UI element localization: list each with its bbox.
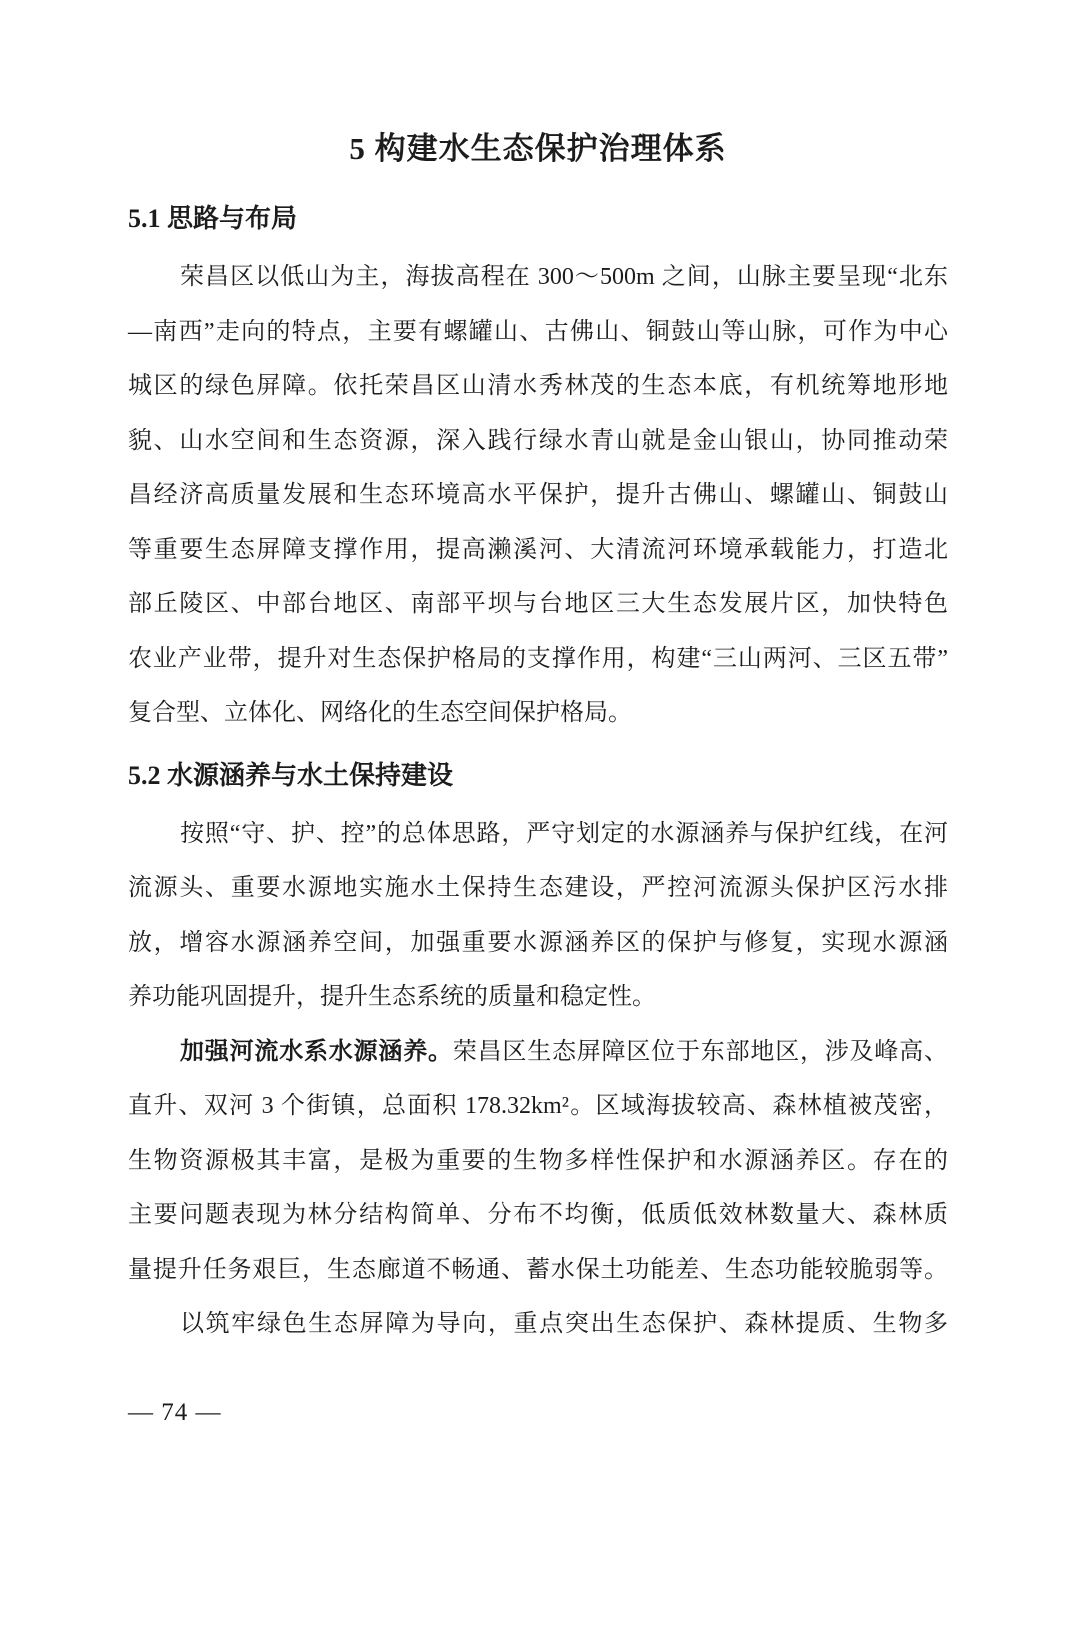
paragraph bbox=[128, 250, 948, 741]
paragraph-line: 城区的绿色屏障。依托荣昌区山清水秀林茂的生态本底，有机统筹地形地 bbox=[128, 373, 948, 399]
page-title: 5 构建水生态保护治理体系 bbox=[349, 131, 727, 166]
page-number: — 74 — bbox=[128, 1398, 222, 1426]
paragraph-line: 昌经济高质量发展和生态环境高水平保护，提升古佛山、螺罐山、铜鼓山 bbox=[128, 482, 948, 508]
section-heading-5-2: 5.2 水源涵养与水土保持建设 bbox=[128, 760, 454, 790]
section-heading-5-1: 5.1 思路与布局 bbox=[128, 204, 298, 233]
paragraph-text: 荣昌区生态屏障区位于东部地区，涉及峰高、 bbox=[452, 1038, 949, 1065]
paragraph-line-with-bold-lead bbox=[128, 1025, 948, 1080]
paragraph-line: 放，增容水源涵养空间，加强重要水源涵养区的保护与修复，实现水源涵 bbox=[128, 929, 948, 956]
paragraph bbox=[128, 807, 948, 1025]
paragraph bbox=[128, 1297, 948, 1352]
paragraph-line: 按照“守、护、控”的总体思路，严守划定的水源涵养与保护红线，在河 bbox=[180, 820, 948, 847]
paragraph-line: 流源头、重要水源地实施水土保持生态建设，严控河流源头保护区污水排 bbox=[128, 875, 948, 901]
paragraph-line: —南西”走向的特点，主要有螺罐山、古佛山、铜鼓山等山脉，可作为中心 bbox=[128, 318, 948, 345]
document-page bbox=[0, 126, 1074, 1646]
paragraph bbox=[128, 1025, 948, 1298]
paragraph-line: 貌、山水空间和生态资源，深入践行绿水青山就是金山银山，协同推动荣 bbox=[128, 427, 948, 454]
paragraph-line: 荣昌区以低山为主，海拔高程在 300～500m 之间，山脉主要呈现“北东 bbox=[180, 264, 948, 290]
paragraph-line: 养功能巩固提升，提升生态系统的质量和稳定性。 bbox=[128, 984, 656, 1010]
paragraph-line: 以筑牢绿色生态屏障为导向，重点突出生态保护、森林提质、生物多 bbox=[180, 1311, 948, 1337]
paragraph-line: 生物资源极其丰富，是极为重要的生物多样性保护和水源涵养区。存在的 bbox=[128, 1147, 948, 1174]
paragraph-line: 农业产业带，提升对生态保护格局的支撑作用，构建“三山两河、三区五带” bbox=[128, 645, 948, 672]
paragraph-line: 部丘陵区、中部台地区、南部平坝与台地区三大生态发展片区，加快特色 bbox=[128, 591, 948, 617]
paragraph-line: 主要问题表现为林分结构简单、分布不均衡，低质低效林数量大、森林质 bbox=[128, 1202, 948, 1228]
paragraph-line: 量提升任务艰巨，生态廊道不畅通、蓄水保土功能差、生态功能较脆弱等。 bbox=[128, 1256, 948, 1283]
paragraph-line: 等重要生态屏障支撑作用，提高濑溪河、大清流河环境承载能力，打造北 bbox=[128, 536, 948, 563]
paragraph-line: 直升、双河 3 个街镇，总面积 178.32km²。区域海拔较高、森林植被茂密， bbox=[128, 1093, 948, 1119]
bold-run-in-heading: 加强河流水系水源涵养。 bbox=[180, 1038, 453, 1065]
paragraph-line: 复合型、立体化、网络化的生态空间保护格局。 bbox=[128, 700, 632, 726]
